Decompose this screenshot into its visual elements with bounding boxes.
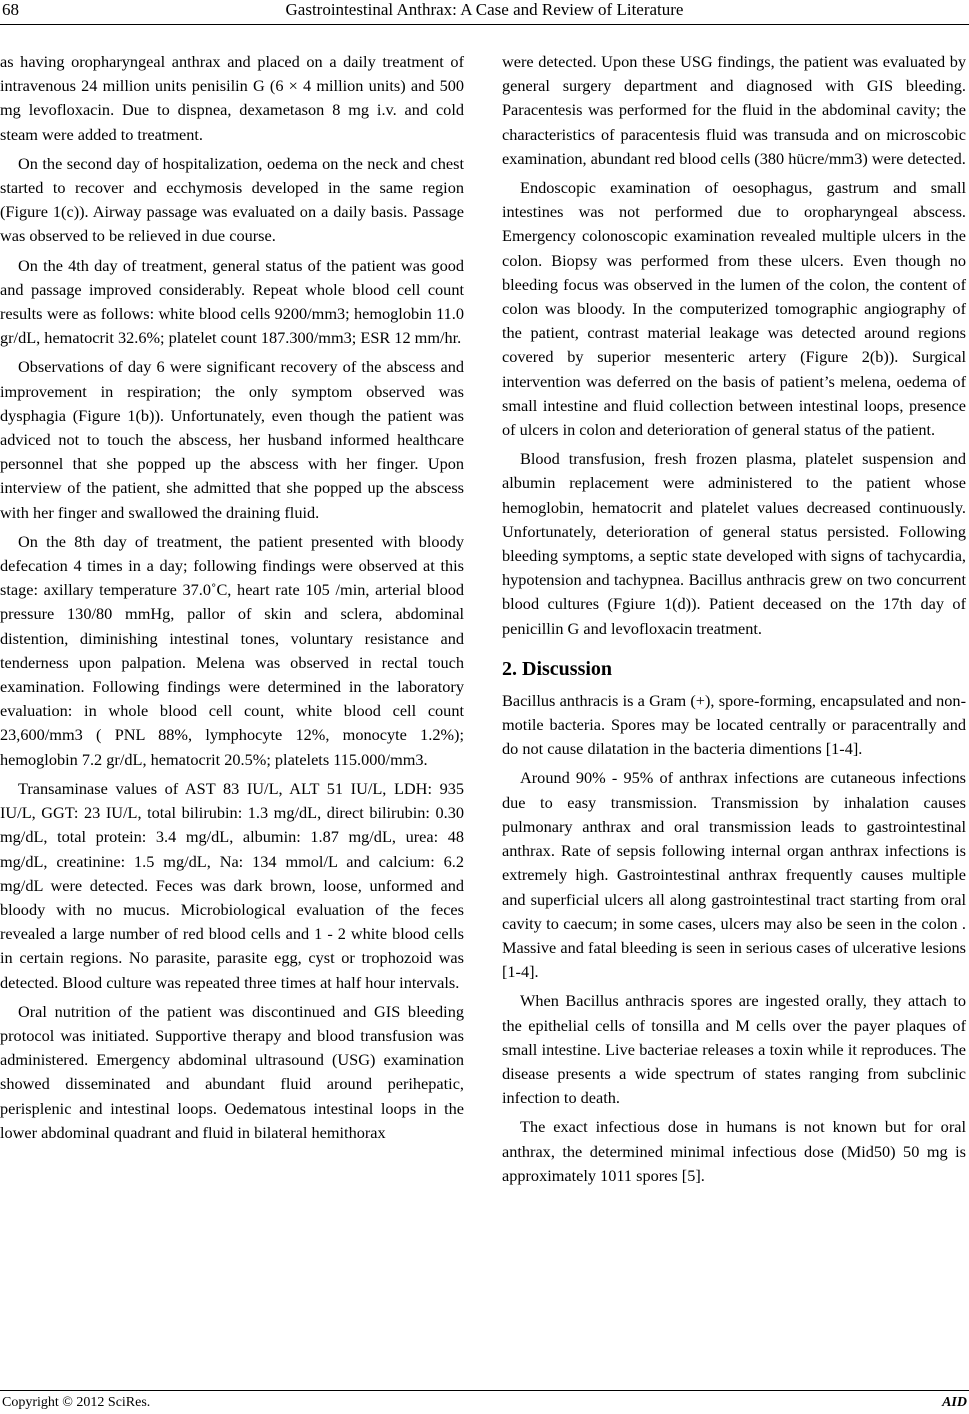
paragraph: Observations of day 6 were significant recovery of the abscess and improvement in respiration; the only symptom observed was dysphagia (Figure 1(b)). Unfortunately, even though the patient was adviced not to touch the abscess, her husband informed healthcare personnel that she popped up the abscess with her finger. Upon interview of the patient, she admitted that she popped up the abscess with her finger and swallowed the draining fluid. <box>0 357 464 522</box>
paragraph: Around 90% - 95% of anthrax infections are cutaneous infections due to easy transmission. Transmission by inhalation causes pulmonary anthrax and oral transmission leads to gastrointestinal anthrax. Rate of sepsis following internal organ anthrax infections is extremely high. Gastrointestinal anthrax frequently causes multiple and superficial ulcers all along gastrointestinal tract starting from oral cavity to caecum; in some cases, ulcers may also be seen in the colon . Massive and fatal bleeding is seen in serious cases of ulcerative lesions [1-4]. <box>502 768 966 982</box>
paragraph: as having oropharyngeal anthrax and placed on a daily treatment of intravenous 24 million units penisilin G (6 × 4 million units) and 500 mg levofloxacin. Due to dispnea, dexametason 8 mg i.v. and cold steam were added to treatment. <box>0 52 464 144</box>
paragraph: When Bacillus anthracis spores are ingested orally, they attach to the epithelial cells of tonsilla and M cells over the payer plaques of small intestine. Live bacteriae releases a toxin while it reproduces. The disease presents a wide spectrum of states ranging from subclinic infection to death. <box>502 991 966 1108</box>
copyright-notice: Copyright © 2012 SciRes. <box>2 1395 151 1410</box>
header-rule <box>0 24 969 25</box>
page-number: 68 <box>2 0 19 19</box>
paragraph: were detected. Upon these USG findings, the patient was evaluated by general surgery department and diagnosed with GIS bleeding. Paracentesis was performed for the fluid in the abdominal cavity; the characteristics of paracentesis fluid was transuda and on microscobic examination, abundant red blood cells (380 hücre/mm3) were detected. <box>502 52 966 168</box>
paragraph: On the second day of hospitalization, oedema on the neck and chest started to recover and ecchymosis developed in the same region (Figure 1(c)). Airway passage was evaluated on a daily basis. Passage was observed to be relieved in due course. <box>0 153 464 246</box>
running-title: Gastrointestinal Anthrax: A Case and Review of Literature <box>285 0 684 19</box>
journal-abbreviation: AID <box>942 1395 967 1410</box>
paragraph: Transaminase values of AST 83 IU/L, ALT 51 IU/L, LDH: 935 IU/L, GGT: 23 IU/L, total bilirubin: 1.3 mg/dL, direct bilirubin: 0.30 mg/dL, total protein: 3.4 mg/dL, albumin: 1.87 mg/dL, urea: 48 mg/dL, creatinine: 1.5 mg/dL, Na: 134 mmol/L and calcium: 6.2 mg/dL were detected. Feces was dark brown, loose, unformed and bloody with no mucus. Microbiological evaluation of the feces revealed a large number of red blood cells and 1 - 2 white blood cells in certain regions. No parasite, parasite egg, cyst or trophozoid was detected. Blood culture was repeated three times at half hour intervals. <box>0 778 464 992</box>
page-header <box>0 0 969 30</box>
page-footer <box>0 1390 969 1414</box>
footer-rule <box>0 1390 969 1391</box>
paragraph: The exact infectious dose in humans is not known but for oral anthrax, the determined minimal infectious dose (Mid50) 50 mg is approximately 1011 spores [5]. <box>502 1117 966 1185</box>
paragraph: Endoscopic examination of oesophagus, gastrum and small intestines was not performed due to oropharyngeal abscess. Emergency colonoscopic examination revealed multiple ulcers in the colon. Biopsy was performed from these ulcers. Even though no bleeding focus was observed in the lumen of the colon, the content of colon was bloody. In the computerized tomographic angiography of the patient, contrast material leakage was detected around regions covered by superior mesenteric artery (Figure 2(b)). Surgical intervention was deferred on the basis of patient’s melena, oedema of small intestine and fluid collection between intestinal loops, presence of ulcers in colon and deterioration of general status of the patient. <box>502 178 966 440</box>
paragraph: On the 4th day of treatment, general status of the patient was good and passage improved considerably. Repeat whole blood cell count results were as follows: white blood cells 9200/mm3; hemoglobin 11.0 gr/dL, hematocrit 32.6%; platelet count 187.300/mm3; ESR 12 mm/hr. <box>0 255 464 348</box>
paragraph: On the 8th day of treatment, the patient presented with bloody defecation 4 times in a day; following findings were observed at this stage: axillary temperature 37.0˚C, heart rate 105 /min, arterial blood pressure 130/80 mmHg, pallor of skin and sclera, abdominal distention, diminishing intestinal tones, voluntary resistance and tenderness upon palpation. Melena was observed in rectal touch examination. Following findings were determined in the laboratory evaluation: in whole blood cell count, white blood cell count 23,600/mm3 ( PNL 88%, lymphocyte 12%, monocyte 1.2%); hemoglobin 7.2 gr/dL, hematocrit 20.5%; platelets 115.000/mm3. <box>0 531 464 769</box>
paragraph: Blood transfusion, fresh frozen plasma, platelet suspension and albumin replacement were administered to the patient whose hemoglobin, hematocrit and platelet values decreased continuously. Unfortunately, deterioration of general status persisted. Following bleeding symptoms, a septic state developed with signs of tachycardia, hypotension and tachypnea. Bacillus anthracis grew on two concurrent blood cultures (Fgiure 1(d)). Patient deceased on the 17th day of penicillin G and levofloxacin treatment. <box>502 449 966 638</box>
section-heading: 2. Discussion <box>502 657 613 680</box>
right-column <box>502 50 966 1193</box>
paragraph: Bacillus anthracis is a Gram (+), spore-forming, encapsulated and non-motile bacteria. Spores may be located centrally or paracentrally and do not cause dilatation in the bacteria dimentions [1-4]. <box>502 690 966 759</box>
left-column <box>0 50 464 1150</box>
paragraph: Oral nutrition of the patient was discontinued and GIS bleeding protocol was initiated. Supportive therapy and blood transfusion was administered. Emergency abdominal ultrasound (USG) examination showed disseminated and abundant fluid around perihepatic, perisplenic and intestinal loops. Oedematous intestinal loops in the lower abdominal quadrant and fluid in bilateral hemithorax <box>0 1001 464 1142</box>
